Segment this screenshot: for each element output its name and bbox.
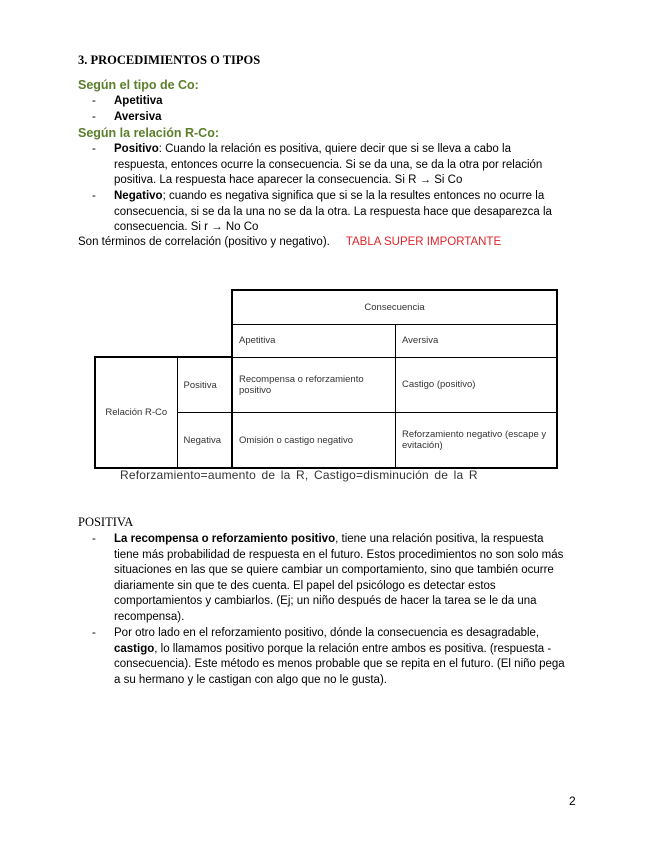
row-header-negativa: Negativa — [177, 413, 232, 469]
section-title: 3. PROCEDIMIENTOS O TIPOS — [78, 53, 261, 67]
cell-negativa-apetitiva: Omisión o castigo negativo — [232, 413, 396, 469]
blank-cell — [95, 290, 177, 324]
text-line: , tiene una relación positiva, la respuesta — [335, 533, 544, 545]
text-line: Por otro lado en el reforzamiento positivo, dónde la consecuencia es desagradable, — [114, 627, 540, 639]
blank-cell — [177, 290, 232, 324]
text-line: positiva. La respuesta hace aparecer la consecuencia. Si R → Si Co — [114, 174, 463, 187]
cell-negativa-aversiva: Reforzamiento negativo (escape y evitación) — [396, 413, 558, 469]
relacion-heading: Según la relación R-Co: — [78, 126, 219, 140]
item-text — [114, 142, 584, 189]
bullet-dash: - — [92, 143, 96, 155]
term-negativo: Negativo — [114, 190, 163, 202]
row-header-positiva: Positiva — [177, 357, 232, 413]
correlation-text: Son términos de correlación (positivo y negativo). — [78, 236, 330, 248]
table-caption: Reforzamiento=aumento de la R, Castigo=disminución de la R — [120, 468, 478, 482]
term-castigo: castigo — [114, 642, 155, 655]
text-line: tiene más probabilidad de respuesta en el futuro. Estos procedimientos no son solo más — [114, 548, 564, 561]
bullet-dash: - — [92, 190, 96, 202]
bullet-dash: - — [92, 627, 96, 639]
important-note: TABLA SUPER IMPORTANTE — [345, 236, 502, 248]
text-line: ; cuando es negativa significa que si se la la resultes entonces no ocurre la — [162, 190, 545, 202]
page-number: 2 — [569, 794, 576, 808]
term-recompensa: La recompensa o reforzamiento positivo — [114, 533, 336, 545]
item-text: Apetitiva — [114, 95, 163, 107]
cell-positiva-apetitiva: Recompensa o reforzamiento positivo — [232, 357, 396, 413]
item-text: Aversiva — [114, 111, 162, 123]
text-line: , lo llamamos positivo porque la relación entre ambos es positiva. (respuesta - — [154, 642, 552, 655]
correlation-line — [78, 236, 501, 248]
text-line: consecuencia. Si r → No Co — [114, 221, 259, 234]
tipo-co-heading: Según el tipo de Co: — [78, 78, 199, 92]
col-header-aversiva: Aversiva — [396, 324, 558, 357]
bullet-dash: - — [92, 533, 96, 545]
text-line: diariamente sin que te des cuenta. El papel del psicólogo es detectar estos — [114, 579, 496, 592]
text-line: recompensa). — [114, 610, 185, 623]
text-line: comportamientos y cambiarlos. (Ej; un niño después de hacer la tarea se le da una — [114, 595, 537, 608]
blank-cell — [177, 324, 232, 357]
rco-table — [94, 289, 558, 469]
row-label-relacion: Relación R-Co — [95, 357, 177, 468]
cell-positiva-aversiva: Castigo (positivo) — [396, 357, 558, 413]
bullet-dash: - — [92, 111, 96, 123]
text-line: situaciones en las que se quiere cambiar un comportamiento, sino que también ocurre — [114, 564, 554, 577]
col-header-apetitiva: Apetitiva — [232, 324, 396, 357]
bullet-dash: - — [92, 95, 96, 107]
table-header-consecuencia: Consecuencia — [232, 290, 557, 324]
text-line: consecuencia). Este método es menos probable que se repita en el futuro. (El niño pega — [114, 658, 565, 671]
text-line: respuesta, entonces ocurre la consecuencia. Si se da una, se da la otra por relación — [114, 158, 543, 171]
item-text — [114, 532, 584, 626]
text-line: a su hermano y le castigan con algo que no le gusta). — [114, 673, 387, 686]
item-text — [114, 626, 584, 688]
text-line: consecuencia, si se da la una no se da la otra. La respuesta hace que desaparezca la — [114, 205, 552, 218]
positiva-heading: POSITIVA — [78, 515, 134, 529]
item-text — [114, 189, 584, 236]
blank-cell — [95, 324, 177, 357]
term-positivo: Positivo — [114, 143, 159, 155]
text-line: : Cuando la relación es positiva, quiere decir que si se lleva a cabo la — [158, 143, 511, 155]
